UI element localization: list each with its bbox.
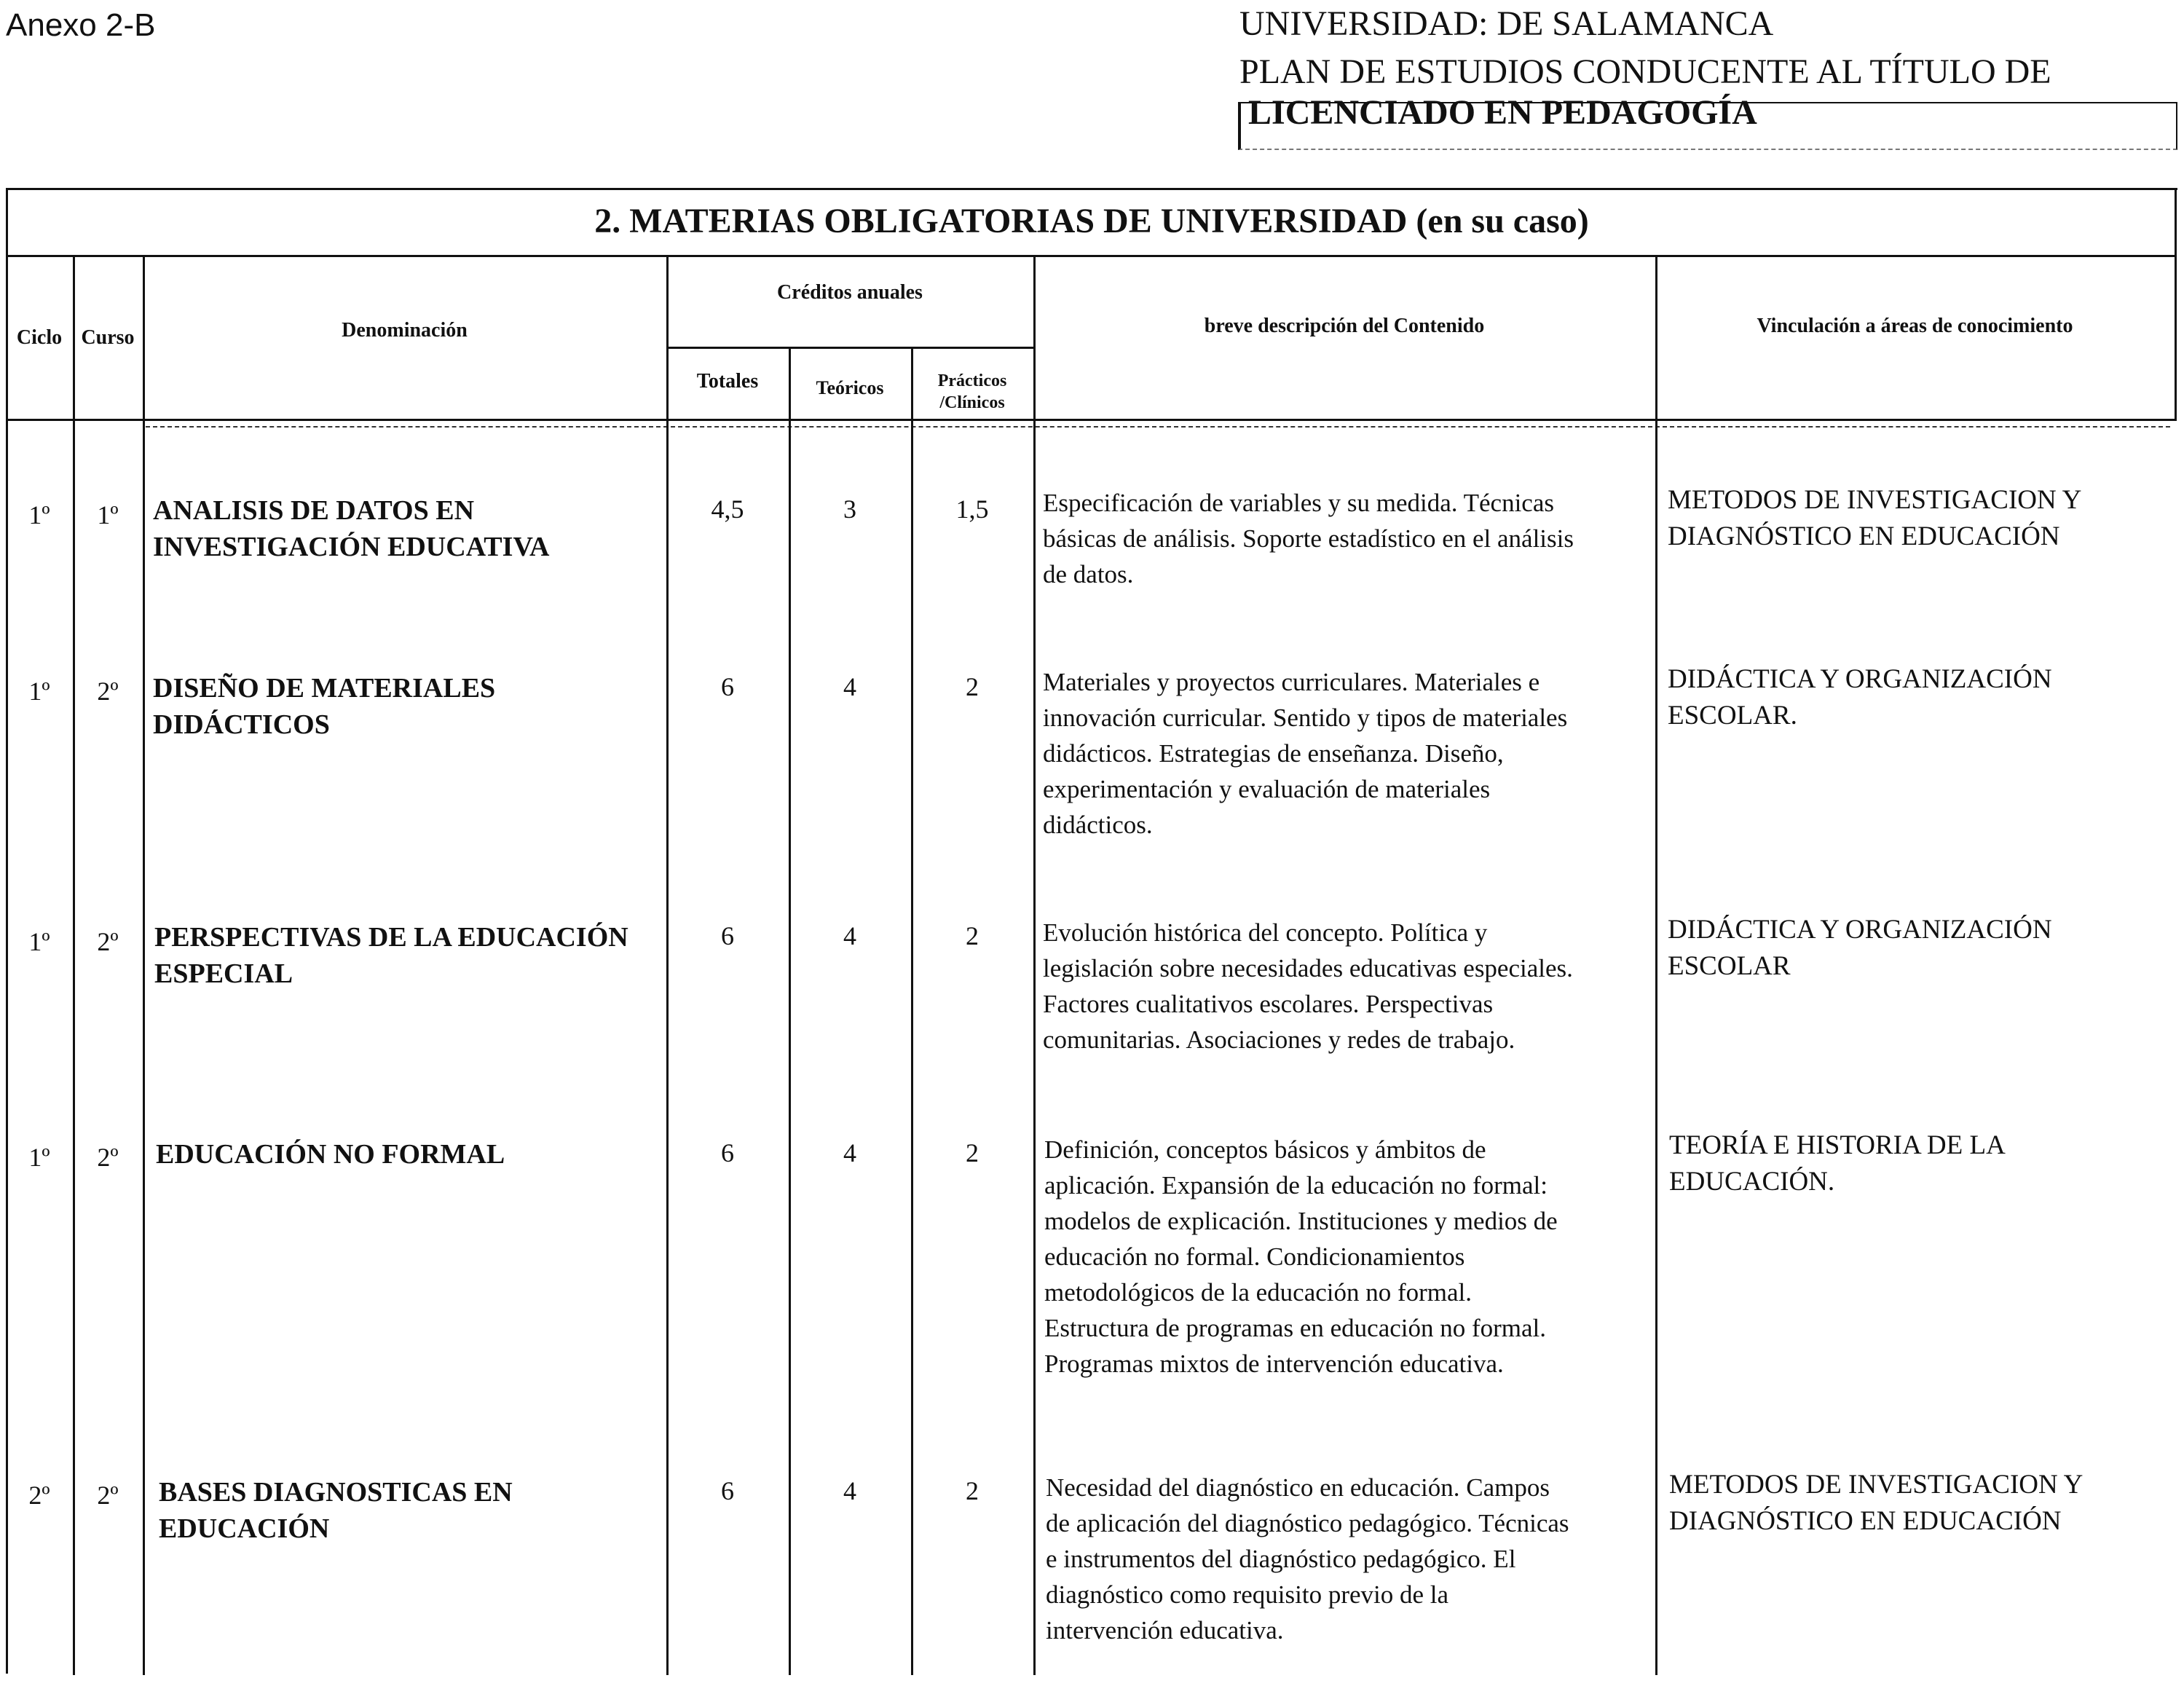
header-denominacion: Denominación [342,319,468,342]
row-vinculacion-line: DIAGNÓSTICO EN EDUCACIÓN [1669,1506,2062,1536]
row-teoricos: 4 [843,921,856,950]
header-creditos: Créditos anuales [777,281,923,304]
row-descripcion-line: básicas de análisis. Soporte estadístico en el análisis [1043,524,1574,553]
col-line-curso [143,255,145,1675]
row-descripcion [1043,664,1652,843]
row-teoricos: 3 [843,495,856,524]
row-denominacion-line: EDUCACIÓN NO FORMAL [156,1139,505,1170]
row-descripcion-line: de aplicación del diagnóstico pedagógico. Técnicas [1046,1509,1569,1537]
row-vinculacion-line: TEORÍA E HISTORIA DE LA [1669,1130,2006,1160]
row-descripcion-line: innovación curricular. Sentido y tipos de materiales [1043,704,1568,732]
row-ciclo: 1º [28,500,50,529]
row-vinculacion [1668,912,2177,985]
row-ciclo: 2º [28,1481,50,1510]
row-denominacion-line: DIDÁCTICOS [153,709,330,740]
row-practicos: 2 [966,1476,979,1505]
row-denominacion [159,1474,669,1547]
col-line-practicos [1033,255,1036,1675]
header-curso: Curso [81,326,135,349]
row-descripcion-line: diagnóstico como requisito previo de la [1046,1580,1449,1609]
row-totales: 6 [721,672,734,701]
row-denominacion-line: EDUCACIÓN [159,1513,330,1544]
row-curso: 2º [97,1143,119,1172]
row-vinculacion [1669,1467,2179,1540]
row-vinculacion-line: METODOS DE INVESTIGACION Y [1668,485,2082,515]
row-totales: 6 [721,1476,734,1505]
row-vinculacion-line: EDUCACIÓN. [1669,1167,1835,1197]
row-denominacion [154,919,664,992]
row-vinculacion-line: ESCOLAR [1668,951,1791,981]
row-descripcion-line: Evolución histórica del concepto. Política y [1043,918,1488,947]
row-denominacion-line: ESPECIAL [154,958,293,989]
row-vinculacion-line: ESCOLAR. [1668,701,1797,730]
row-vinculacion-line: DIDÁCTICA Y ORGANIZACIÓN [1668,915,2052,945]
header-practicos-line1: Prácticos [937,371,1007,390]
row-ciclo: 1º [28,677,50,706]
row-denominacion-line: BASES DIAGNOSTICAS EN [159,1477,513,1508]
row-descripcion [1043,485,1652,592]
row-descripcion-line: Especificación de variables y su medida. Técnicas [1043,489,1554,517]
col-line-denominacion [666,255,669,1675]
row-vinculacion-line: METODOS DE INVESTIGACION Y [1669,1470,2084,1500]
row-descripcion-line: Programas mixtos de intervención educativa. [1044,1350,1504,1378]
header-teoricos: Teóricos [816,377,884,398]
row-vinculacion-line: DIDÁCTICA Y ORGANIZACIÓN [1668,664,2052,694]
row-teoricos: 4 [843,672,856,701]
row-descripcion [1046,1470,1655,1648]
row-curso: 1º [97,500,119,529]
row-curso: 2º [97,1481,119,1510]
row-denominacion [153,670,663,743]
header-descripcion: breve descripción del Contenido [1204,315,1485,337]
row-descripcion-line: experimentación y evaluación de materiales [1043,775,1491,803]
row-vinculacion [1668,482,2177,555]
university-name: UNIVERSIDAD: DE SALAMANCA [1239,4,1774,43]
row-denominacion-line: DISEÑO DE MATERIALES [153,673,496,704]
title-divider [6,255,2177,257]
header-practicos [911,370,1033,414]
col-line-descripcion [1655,255,1657,1675]
row-ciclo: 1º [28,927,50,956]
header-ciclo: Ciclo [16,326,63,349]
header-dashed-line [146,426,2170,428]
credits-subdivider [666,347,1033,349]
header-totales: Totales [696,370,759,393]
row-vinculacion [1669,1127,2179,1200]
header-bottom-border [6,419,2177,421]
row-descripcion [1044,1132,1653,1382]
row-practicos: 1,5 [955,495,989,524]
row-curso: 2º [97,677,119,706]
row-descripcion-line: metodológicos de la educación no formal. [1044,1278,1473,1307]
row-denominacion-line: INVESTIGACIÓN EDUCATIVA [153,532,550,562]
row-totales: 6 [721,1138,734,1167]
row-ciclo: 1º [28,1143,50,1172]
annex-label: Anexo 2-B [6,7,156,43]
header-vinculacion: Vinculación a áreas de conocimiento [1757,315,2073,337]
row-totales: 6 [721,921,734,950]
row-practicos: 2 [966,921,979,950]
row-vinculacion [1668,661,2177,734]
study-plan-line: PLAN DE ESTUDIOS CONDUCENTE AL TÍTULO DE [1239,52,2051,91]
row-denominacion-line: ANALISIS DE DATOS EN [153,495,475,526]
row-descripcion-line: intervención educativa. [1046,1616,1284,1644]
row-totales: 4,5 [711,495,744,524]
row-descripcion-line: Definición, conceptos básicos y ámbitos de [1044,1135,1486,1164]
row-curso: 2º [97,927,119,956]
row-descripcion-line: Estructura de programas en educación no formal. [1044,1314,1547,1342]
row-practicos: 2 [966,672,979,701]
row-denominacion-line: PERSPECTIVAS DE LA EDUCACIÓN [154,922,628,953]
table-top-border [6,188,2177,190]
document-header [1239,0,2051,96]
row-descripcion-line: didácticos. Estrategias de enseñanza. Diseño, [1043,739,1504,768]
row-descripcion-line: de datos. [1043,560,1134,588]
row-descripcion-line: modelos de explicación. Instituciones y medios de [1044,1207,1558,1235]
row-descripcion-line: e instrumentos del diagnóstico pedagógico. El [1046,1545,1516,1573]
row-descripcion-line: comunitarias. Asociaciones y redes de trabajo. [1043,1025,1515,1054]
row-practicos: 2 [966,1138,979,1167]
row-denominacion [153,492,663,565]
header-practicos-line2: /Clínicos [939,393,1005,412]
col-line-ciclo [73,255,75,1675]
section-title: 2. MATERIAS OBLIGATORIAS DE UNIVERSIDAD (en su caso) [594,202,1589,240]
row-descripcion-line: Factores cualitativos escolares. Perspectivas [1043,990,1494,1018]
degree-title: LICENCIADO EN PEDAGOGÍA [1248,93,1757,132]
row-descripcion-line: Materiales y proyectos curriculares. Materiales e [1043,668,1540,696]
row-teoricos: 4 [843,1138,856,1167]
row-descripcion-line: legislación sobre necesidades educativas especiales. [1043,954,1573,982]
row-vinculacion-line: DIAGNÓSTICO EN EDUCACIÓN [1668,521,2060,551]
row-descripcion [1043,915,1652,1057]
row-descripcion-line: aplicación. Expansión de la educación no formal: [1044,1171,1548,1199]
row-denominacion [156,1136,666,1173]
row-descripcion-line: Necesidad del diagnóstico en educación. Campos [1046,1473,1550,1502]
row-teoricos: 4 [843,1476,856,1505]
row-descripcion-line: didácticos. [1043,811,1153,839]
row-descripcion-line: educación no formal. Condicionamientos [1044,1242,1465,1271]
